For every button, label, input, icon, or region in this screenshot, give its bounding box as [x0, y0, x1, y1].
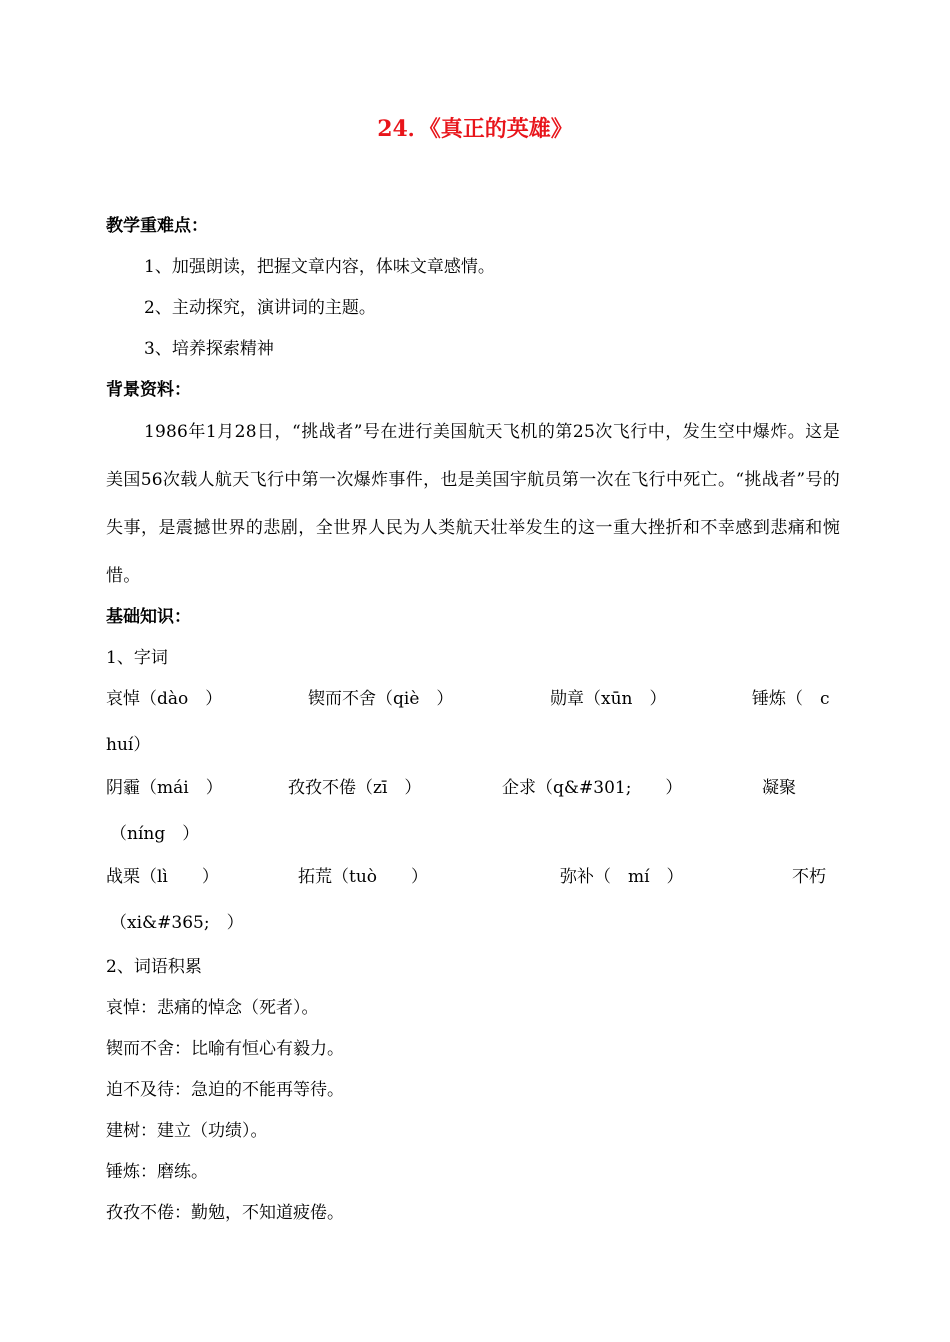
key-points-heading: 教学重难点： [106, 216, 208, 236]
key-point-item: 2、主动探究，演讲词的主题。 [144, 298, 376, 318]
definition-item: 锲而不舍：比喻有恒心有毅力。 [106, 1039, 344, 1059]
accumulation-heading: 2、词语积累 [106, 957, 202, 977]
vocab-item: 不朽 [792, 867, 826, 887]
page-title: 24．《真正的英雄》 [377, 116, 573, 142]
vocab-continuation: （xi&#365; ） [110, 913, 244, 933]
vocab-continuation: （níng ） [110, 824, 200, 844]
vocab-row [106, 776, 840, 866]
vocab-item: 企求（q&#301; ） [502, 778, 683, 798]
basics-heading: 基础知识： [106, 607, 191, 627]
vocab-item: 哀悼（dào ） [106, 689, 223, 709]
background-paragraph: 1986年1月28日，“挑战者”号在进行美国航天飞机的第25次飞行中，发生空中爆炸。这是美国56次载人航天飞行中第一次爆炸事件，也是美国宇航员第一次在飞行中死亡。“挑战者”号的失事，是震撼世界的悲剧，全世界人民为人类航天壮举发生的这一重大挫折和不幸感到悲痛和惋惜。 [106, 422, 840, 586]
vocab-item: 凝聚 [762, 778, 796, 798]
vocab-item: 阴霾（mái ） [106, 778, 223, 798]
background-heading: 背景资料： [106, 380, 191, 400]
vocab-item: 锤炼（ c [752, 689, 830, 709]
definition-item: 迫不及待：急迫的不能再等待。 [106, 1080, 344, 1100]
definition-item: 锤炼：磨练。 [106, 1162, 208, 1182]
key-point-item: 1、加强朗读，把握文章内容，体味文章感情。 [144, 257, 495, 277]
vocab-item: 战栗（lì ） [106, 867, 219, 887]
definition-item: 建树：建立（功绩）。 [106, 1121, 268, 1141]
vocab-row [106, 865, 840, 955]
vocab-heading: 1、字词 [106, 648, 168, 668]
vocab-item: 拓荒（tuò ） [298, 867, 429, 887]
definition-item: 哀悼：悲痛的悼念（死者）。 [106, 998, 319, 1018]
vocab-continuation: huí） [106, 735, 151, 755]
vocab-item: 弥补（ mí ） [560, 867, 684, 887]
key-point-item: 3、培养探索精神 [144, 339, 274, 359]
vocab-row [106, 687, 840, 777]
vocab-item: 勋章（xūn ） [550, 689, 667, 709]
vocab-item: 孜孜不倦（zī ） [288, 778, 422, 798]
definition-item: 孜孜不倦：勤勉，不知道疲倦。 [106, 1203, 344, 1223]
vocab-item: 锲而不舍（qiè ） [308, 689, 454, 709]
